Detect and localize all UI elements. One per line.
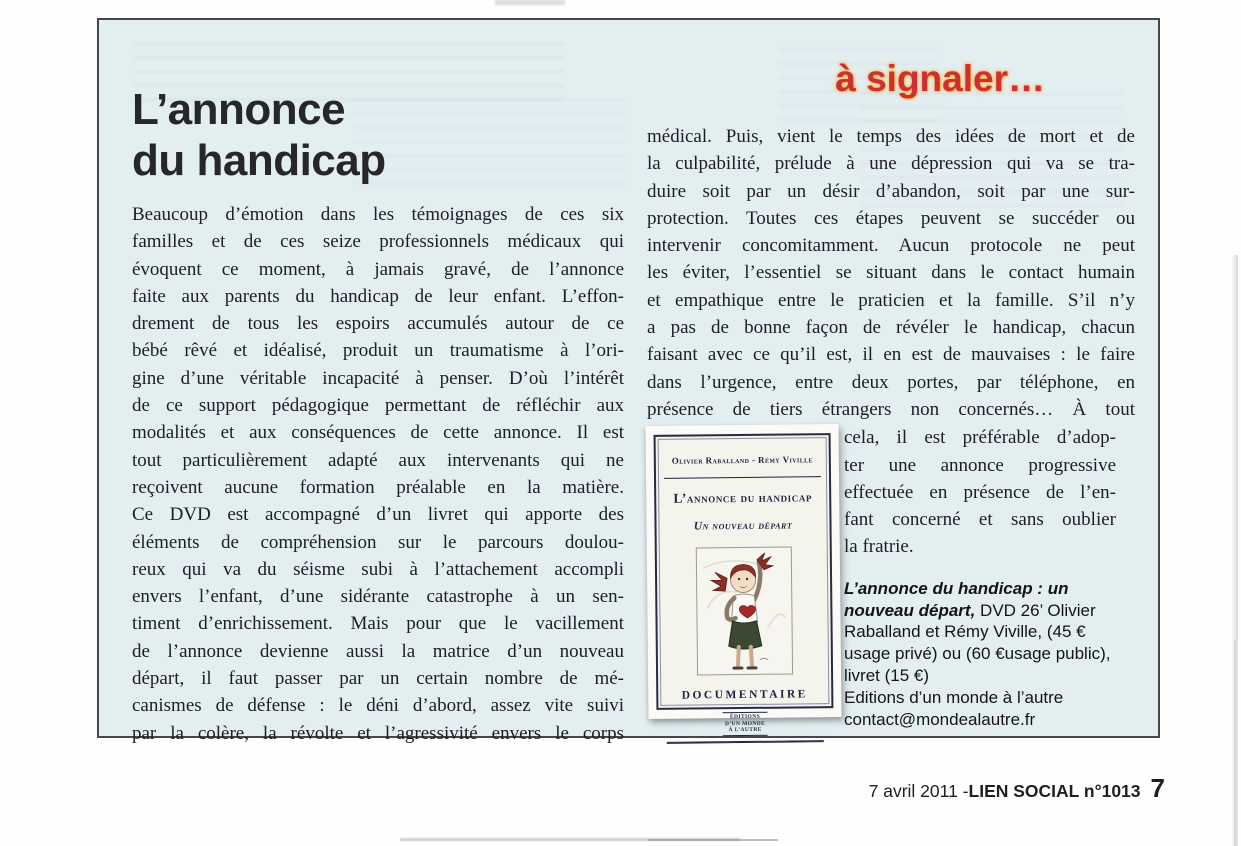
body-line: reux qui va du séisme subi à l’attachement accompli	[132, 558, 624, 580]
body-line: envers l’enfant, d’une sidérante catastrophe à un sen-	[132, 586, 624, 608]
publisher-line: D’UN MONDE	[724, 720, 766, 728]
body-line: intervenir concomitamment. Aucun protocole ne peut	[647, 235, 1135, 257]
body-line: familles et de ces seize professionnels médicaux qui	[132, 231, 624, 253]
scan-artifact	[648, 839, 778, 841]
body-line: gine d’une véritable incapacité à penser. D’où l’intérêt	[132, 367, 624, 389]
body-line: faisant avec ce qu’il est, il en est de mauvaises : le faire	[647, 344, 1135, 366]
body-line: départ, il faut passer par un certain nombre de mé-	[132, 668, 624, 690]
footer-magazine-issue: LIEN SOCIAL n°1013	[968, 781, 1141, 801]
publisher-logo	[723, 712, 767, 736]
dvd-title: L’annonce du handicap	[673, 489, 813, 507]
publisher-line: ÉDITIONS	[729, 714, 761, 721]
caption-title: L’annonce du handicap : un nouveau départ,	[844, 578, 1069, 620]
dvd-subtitle: Un nouveau départ	[693, 519, 793, 533]
body-line: médical. Puis, vient le temps des idées de mort et de	[647, 126, 1135, 147]
body-line: par la colère, la révolte et l’agressivité envers le corps	[132, 722, 624, 744]
body-line: et empathique entre le praticien et la famille. S’il n’y	[647, 289, 1135, 311]
caption-publisher: Editions d’un monde à l’autre	[844, 687, 1064, 707]
dvd-genre: DOCUMENTAIRE	[681, 688, 808, 702]
body-line: modalités et aux conséquences de cette annonce. Il est	[132, 422, 624, 444]
caption-contact-email: contact@mondealautre.fr	[844, 709, 1036, 729]
page-footer	[869, 773, 1165, 804]
page-edge-shadow	[1234, 640, 1236, 846]
body-line: les éviter, l’essentiel se situant dans le contact humain	[647, 262, 1135, 284]
footer-page-number: 7	[1150, 773, 1165, 803]
dvd-and-text-row	[647, 424, 1135, 734]
right-column	[647, 123, 1135, 734]
caption-credits: DVD 26’ Olivier Raballand et Rémy Viville, (45 € usage privé) ou (60 €usage public), livret (15 €)	[844, 600, 1111, 685]
dvd-cover-photo	[645, 424, 841, 734]
body-line: la fratrie.	[844, 536, 914, 558]
dvd-girl-illustration	[695, 547, 792, 676]
print-bleedthrough	[354, 98, 624, 193]
body-line: de l’annonce devienne aussi la matrice d’un nouveau	[132, 640, 624, 662]
body-line: ter une annonce progressive	[844, 454, 1116, 476]
body-line: timent d’enrichissement. Mais pour que le vacillement	[132, 613, 624, 635]
article-title-line1: L’annonce	[132, 85, 346, 134]
body-line: duire soit par un désir d’abandon, soit par une sur-	[647, 180, 1135, 202]
body-line: reçoivent aucune formation préalable en la matière.	[132, 476, 624, 498]
body-line: faite aux parents du handicap de leur enfant. L’effon-	[132, 285, 624, 307]
body-line: cela, il est préférable d’adop-	[844, 427, 1116, 449]
body-line: canismes de défense : le déni d’abord, assez vite suivi	[132, 695, 624, 717]
left-column	[132, 201, 624, 747]
narrow-text-and-caption	[844, 424, 1116, 730]
body-line: Beaucoup d’émotion dans les témoignages de ces six	[132, 204, 624, 225]
footer-date: 7 avril 2011 -	[868, 781, 969, 801]
body-line: protection. Toutes ces étapes peuvent se succéder ou	[647, 207, 1135, 229]
body-line: drement de tous les espoirs accumulés autour de ce	[132, 313, 624, 335]
dvd-caption	[844, 578, 1116, 731]
body-line: présence de tiers étrangers non concernés… À tout	[647, 398, 1135, 420]
body-line: effectuée en présence de l’en-	[844, 481, 1116, 503]
dvd-cover-frame	[654, 433, 834, 734]
section-header: à signaler…	[835, 58, 1045, 99]
body-line: bébé rêvé et idéalisé, produit un traumatisme à l’ori-	[132, 340, 624, 362]
publisher-line: À L’AUTRE	[728, 727, 762, 734]
cover-double-rule	[667, 740, 824, 744]
scan-artifact	[495, 0, 565, 5]
article-box	[97, 18, 1160, 744]
article-title	[132, 84, 386, 186]
body-line: de ce support pédagogique permettant de réfléchir aux	[132, 395, 624, 417]
dvd-authors: Olivier Raballand - Rémy Viville	[664, 446, 821, 479]
article-title-line2: du handicap	[132, 136, 386, 185]
narrow-text	[844, 424, 1116, 560]
body-line: dans l’urgence, entre deux portes, par téléphone, en	[647, 371, 1135, 393]
body-line: fant concerné et sans oublier	[844, 509, 1116, 531]
body-line: tout particulièrement adapté aux intervenants qui ne	[132, 449, 624, 471]
body-line: Ce DVD est accompagné d’un livret qui apporte des	[132, 504, 624, 526]
body-line: évoquent ce moment, à jamais gravé, de l’annonce	[132, 258, 624, 280]
body-line: a pas de bonne façon de révéler le handicap, chacun	[647, 317, 1135, 339]
body-line: la culpabilité, prélude à une dépression qui va se tra-	[647, 153, 1135, 175]
body-line: éléments de compréhension sur le parcours doulou-	[132, 531, 624, 553]
